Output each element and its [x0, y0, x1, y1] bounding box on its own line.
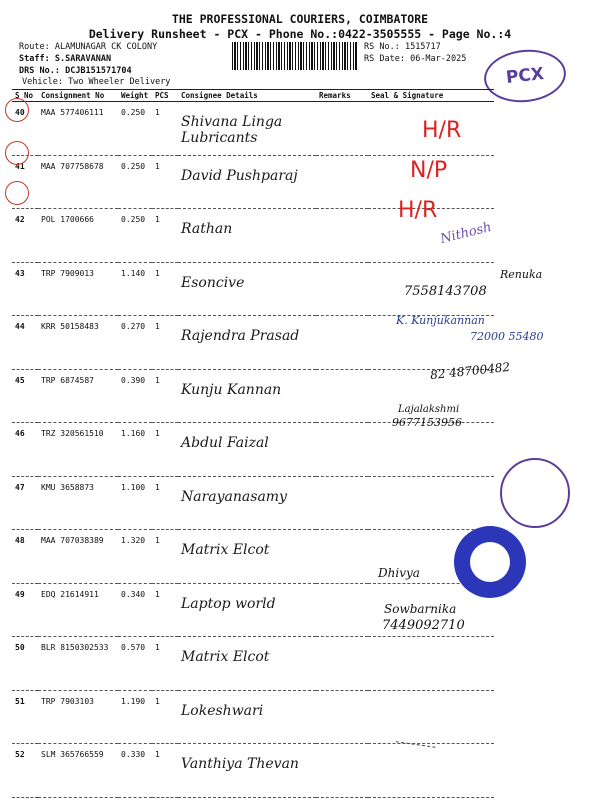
row-consignee: Shivana Linga Lubricants	[178, 102, 316, 156]
row-sno: 42	[12, 209, 38, 263]
row-pcs: 1	[152, 744, 178, 798]
drs-line	[19, 66, 132, 77]
row-weight: 1.160	[118, 423, 152, 477]
row-consignment: EDQ 21614911	[38, 583, 118, 637]
signature-44-phone: 7558143708	[404, 284, 487, 299]
company-title: THE PROFESSIONAL COURIERS, COIMBATORE	[171, 12, 429, 26]
row-pcs: 1	[152, 155, 178, 209]
row-remarks	[316, 583, 368, 637]
signature-46-phone: 82 48700482	[429, 359, 511, 383]
row-sno: 45	[12, 369, 38, 423]
row-sno: 40	[12, 102, 38, 156]
rs-date-label: RS Date:	[364, 54, 405, 64]
bags-seal-stamp	[454, 526, 526, 598]
row-remarks	[316, 369, 368, 423]
row-consignee: Abdul Faizal	[178, 423, 316, 477]
row-remarks	[316, 530, 368, 584]
row-pcs: 1	[152, 583, 178, 637]
col-consignee: Consignee Details	[178, 90, 316, 102]
row-weight: 1.140	[118, 262, 152, 316]
signature-45-phone: 72000 55480	[470, 330, 544, 343]
signature-43: Nithosh	[438, 219, 494, 248]
row-sno: 41	[12, 155, 38, 209]
circle-mark-42	[5, 181, 29, 205]
drs-value: DCJB151571704	[65, 66, 132, 76]
row-pcs: 1	[152, 316, 178, 370]
row-sno: 47	[12, 476, 38, 530]
rs-no-label: RS No.:	[364, 42, 400, 52]
row-consignment: KMU 3658873	[38, 476, 118, 530]
row-pcs: 1	[152, 102, 178, 156]
row-sno: 48	[12, 530, 38, 584]
row-consignee: Rajendra Prasad	[178, 316, 316, 370]
row-consignment: KRR 50158483	[38, 316, 118, 370]
rs-no-line	[364, 42, 441, 53]
row-sno: 50	[12, 637, 38, 691]
row-sno: 51	[12, 690, 38, 744]
row-weight: 0.330	[118, 744, 152, 798]
remark-42: H/R	[398, 198, 438, 223]
row-consignment: MAA 577406111	[38, 102, 118, 156]
row-weight: 0.270	[118, 316, 152, 370]
row-sno: 52	[12, 744, 38, 798]
signature-47-phone: 9677153956	[392, 416, 462, 429]
row-remarks	[316, 637, 368, 691]
row-pcs: 1	[152, 209, 178, 263]
row-remarks	[316, 744, 368, 798]
row-sno: 44	[12, 316, 38, 370]
row-remarks	[316, 690, 368, 744]
row-weight: 0.250	[118, 102, 152, 156]
vehicle-line	[22, 77, 170, 88]
row-consignment: TRZ 320561510	[38, 423, 118, 477]
row-weight: 1.100	[118, 476, 152, 530]
route-label: Route:	[19, 42, 50, 52]
row-pcs: 1	[152, 369, 178, 423]
table-row	[12, 690, 494, 744]
row-remarks	[316, 476, 368, 530]
row-pcs: 1	[152, 476, 178, 530]
row-consignment: POL 1700666	[38, 209, 118, 263]
row-weight: 0.390	[118, 369, 152, 423]
row-sno: 49	[12, 583, 38, 637]
circle-mark-41	[5, 141, 29, 165]
runsheet-table	[12, 89, 494, 798]
row-sno: 46	[12, 423, 38, 477]
vehicle-label: Vehicle:	[22, 77, 63, 87]
company-seal-stamp	[500, 458, 570, 528]
runsheet-subtitle: Delivery Runsheet - PCX - Phone No.:0422-3505555 - Page No.:4	[88, 27, 512, 41]
row-consignment: TRP 6874587	[38, 369, 118, 423]
rs-date-line	[364, 54, 466, 65]
row-weight: 1.190	[118, 690, 152, 744]
row-weight: 0.570	[118, 637, 152, 691]
row-seal	[368, 476, 494, 530]
row-consignment: TRP 7903103	[38, 690, 118, 744]
rs-no-value: 1515717	[404, 42, 441, 52]
row-consignee: Lokeshwari	[178, 690, 316, 744]
row-consignee: Matrix Elcot	[178, 637, 316, 691]
row-weight: 0.250	[118, 155, 152, 209]
row-seal	[368, 744, 494, 798]
col-seal: Seal & Signature	[368, 90, 494, 102]
row-seal	[368, 690, 494, 744]
row-consignee: Laptop world	[178, 583, 316, 637]
row-consignee: Rathan	[178, 209, 316, 263]
route-line	[19, 42, 157, 53]
row-consignee: Kunju Kannan	[178, 369, 316, 423]
row-pcs: 1	[152, 690, 178, 744]
signature-52-phone: 7449092710	[382, 618, 465, 633]
remark-41: N/P	[410, 158, 448, 183]
remark-40: H/R	[422, 118, 462, 143]
row-pcs: 1	[152, 530, 178, 584]
table-row	[12, 423, 494, 477]
signature-47-name: Lajalakshmi	[398, 404, 460, 415]
rs-date-value: 06-Mar-2025	[410, 54, 467, 64]
col-weight: Weight	[118, 90, 152, 102]
row-weight: 0.250	[118, 209, 152, 263]
col-pcs: PCS	[152, 90, 178, 102]
signature-51: Dhivya	[378, 566, 420, 580]
circle-mark-40	[5, 98, 29, 122]
row-consignment: MAA 707038389	[38, 530, 118, 584]
table-row	[12, 637, 494, 691]
col-sno: S No	[12, 90, 38, 102]
row-consignee: Esoncive	[178, 262, 316, 316]
row-remarks	[316, 155, 368, 209]
table-row	[12, 476, 494, 530]
row-weight: 0.340	[118, 583, 152, 637]
vehicle-value: Two Wheeler Delivery	[68, 77, 171, 87]
row-consignee: David Pushparaj	[178, 155, 316, 209]
row-pcs: 1	[152, 423, 178, 477]
signature-52-name: Sowbarnika	[384, 602, 457, 616]
drs-label: DRS No.:	[19, 66, 60, 76]
signature-45-name: K. Kunjukannan	[396, 314, 485, 327]
row-consignment: BLR 8150302533	[38, 637, 118, 691]
pcx-stamp: PCX	[482, 46, 569, 106]
table-row	[12, 744, 494, 798]
row-seal	[368, 423, 494, 477]
staff-line	[19, 54, 111, 65]
row-remarks	[316, 262, 368, 316]
row-remarks	[316, 102, 368, 156]
barcode	[232, 42, 358, 70]
row-seal	[368, 637, 494, 691]
col-consignment: Consignment No	[38, 90, 118, 102]
row-consignment: TRP 7909013	[38, 262, 118, 316]
row-remarks	[316, 209, 368, 263]
route-value: ALAMUNAGAR CK COLONY	[54, 42, 158, 52]
signature-44-name: Renuka	[500, 268, 543, 281]
staff-value: S.SARAVANAN	[54, 54, 112, 64]
row-remarks	[316, 316, 368, 370]
row-sno: 43	[12, 262, 38, 316]
row-consignee: Matrix Elcot	[178, 530, 316, 584]
row-weight: 1.320	[118, 530, 152, 584]
row-consignee: Narayanasamy	[178, 476, 316, 530]
row-pcs: 1	[152, 262, 178, 316]
row-pcs: 1	[152, 637, 178, 691]
staff-label: Staff:	[19, 54, 50, 64]
row-consignee: Vanthiya Thevan	[178, 744, 316, 798]
row-consignment: MAA 707758678	[38, 155, 118, 209]
table-row	[12, 530, 494, 584]
row-consignment: SLM 365766559	[38, 744, 118, 798]
row-remarks	[316, 423, 368, 477]
table-header-row	[12, 90, 494, 102]
col-remarks: Remarks	[316, 90, 368, 102]
